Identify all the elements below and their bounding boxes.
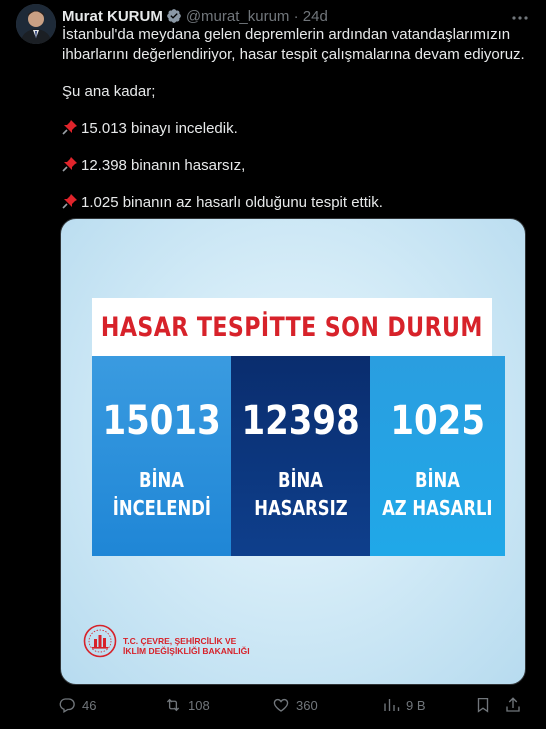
- reply-icon: [58, 696, 76, 714]
- repost-button[interactable]: [164, 696, 272, 714]
- stat-label-line1: BİNA: [415, 468, 461, 492]
- tweet-bullet-2: [62, 156, 532, 176]
- heart-icon: [272, 696, 290, 714]
- share-icon: [504, 696, 522, 714]
- tweet-paragraph-sofar: Şu ana kadar;: [62, 83, 156, 100]
- stat-column-inspected: [92, 356, 231, 556]
- views-chart-icon: [382, 696, 400, 714]
- separator-dot: ·: [293, 8, 299, 25]
- like-button[interactable]: [272, 696, 382, 714]
- author-name[interactable]: Murat KURUM: [62, 8, 163, 25]
- stat-label-line1: BİNA: [139, 468, 185, 492]
- tweet-bullet-3: [62, 193, 532, 213]
- stat-number: 15013: [102, 398, 221, 444]
- avatar[interactable]: [16, 4, 56, 44]
- like-count: 360: [296, 697, 318, 713]
- ministry-name-line1: T.C. ÇEVRE, ŞEHİRCİLİK VE: [123, 636, 237, 646]
- tweet-paragraph-intro: İstanbul'da meydana gelen depremlerin ardından vatandaşlarımızın ihbarlarını değerlendiriyor, hasar tespit çalışmalarına devam ediyoruz.: [62, 26, 525, 63]
- bookmark-button[interactable]: [474, 696, 504, 714]
- bullet-3-text: 1.025 binanın az hasarlı olduğunu tespit ettik.: [81, 194, 383, 211]
- tweet-bullet-1: [62, 119, 532, 139]
- views-count: 9 B: [406, 697, 426, 713]
- share-button[interactable]: [504, 696, 528, 714]
- bullet-1-text: 15.013 binayı inceledik.: [81, 120, 238, 137]
- stat-number: 12398: [241, 398, 360, 444]
- bullet-2-text: 12.398 binanın hasarsız,: [81, 157, 246, 174]
- pushpin-icon: [62, 156, 78, 172]
- image-title-banner: [92, 298, 492, 356]
- stat-number: 1025: [390, 398, 485, 444]
- ministry-emblem-icon: [83, 624, 117, 658]
- tweet-image[interactable]: [60, 218, 526, 685]
- bookmark-icon: [474, 696, 492, 714]
- repost-icon: [164, 696, 182, 714]
- tweet-actions: [58, 694, 528, 716]
- tweet-time[interactable]: 24d: [302, 8, 328, 25]
- stat-label-line2: HASARSIZ: [254, 496, 348, 520]
- reply-count: 46: [82, 697, 97, 713]
- tweet-text: [62, 25, 532, 230]
- ministry-logo: [83, 624, 253, 664]
- stat-column-slightly-damaged: [370, 356, 505, 556]
- stat-label-line2: İNCELENDİ: [112, 496, 211, 520]
- pushpin-icon: [62, 193, 78, 209]
- ministry-name: [123, 636, 250, 656]
- stat-column-undamaged: [231, 356, 370, 556]
- image-title: HASAR TESPİTTE SON DURUM: [101, 311, 483, 343]
- stat-label-line2: AZ HASARLI: [382, 496, 493, 520]
- pushpin-icon: [62, 119, 78, 135]
- avatar-photo: [16, 4, 56, 44]
- repost-count: 108: [188, 697, 210, 713]
- reply-button[interactable]: [58, 696, 164, 714]
- views-button[interactable]: [382, 696, 474, 714]
- ministry-name-line2: İKLİM DEĞİŞİKLİĞİ BAKANLIĞI: [123, 646, 250, 656]
- stat-label-line1: BİNA: [278, 468, 324, 492]
- author-handle[interactable]: @murat_kurum: [185, 8, 290, 25]
- stats-panel: [92, 356, 494, 556]
